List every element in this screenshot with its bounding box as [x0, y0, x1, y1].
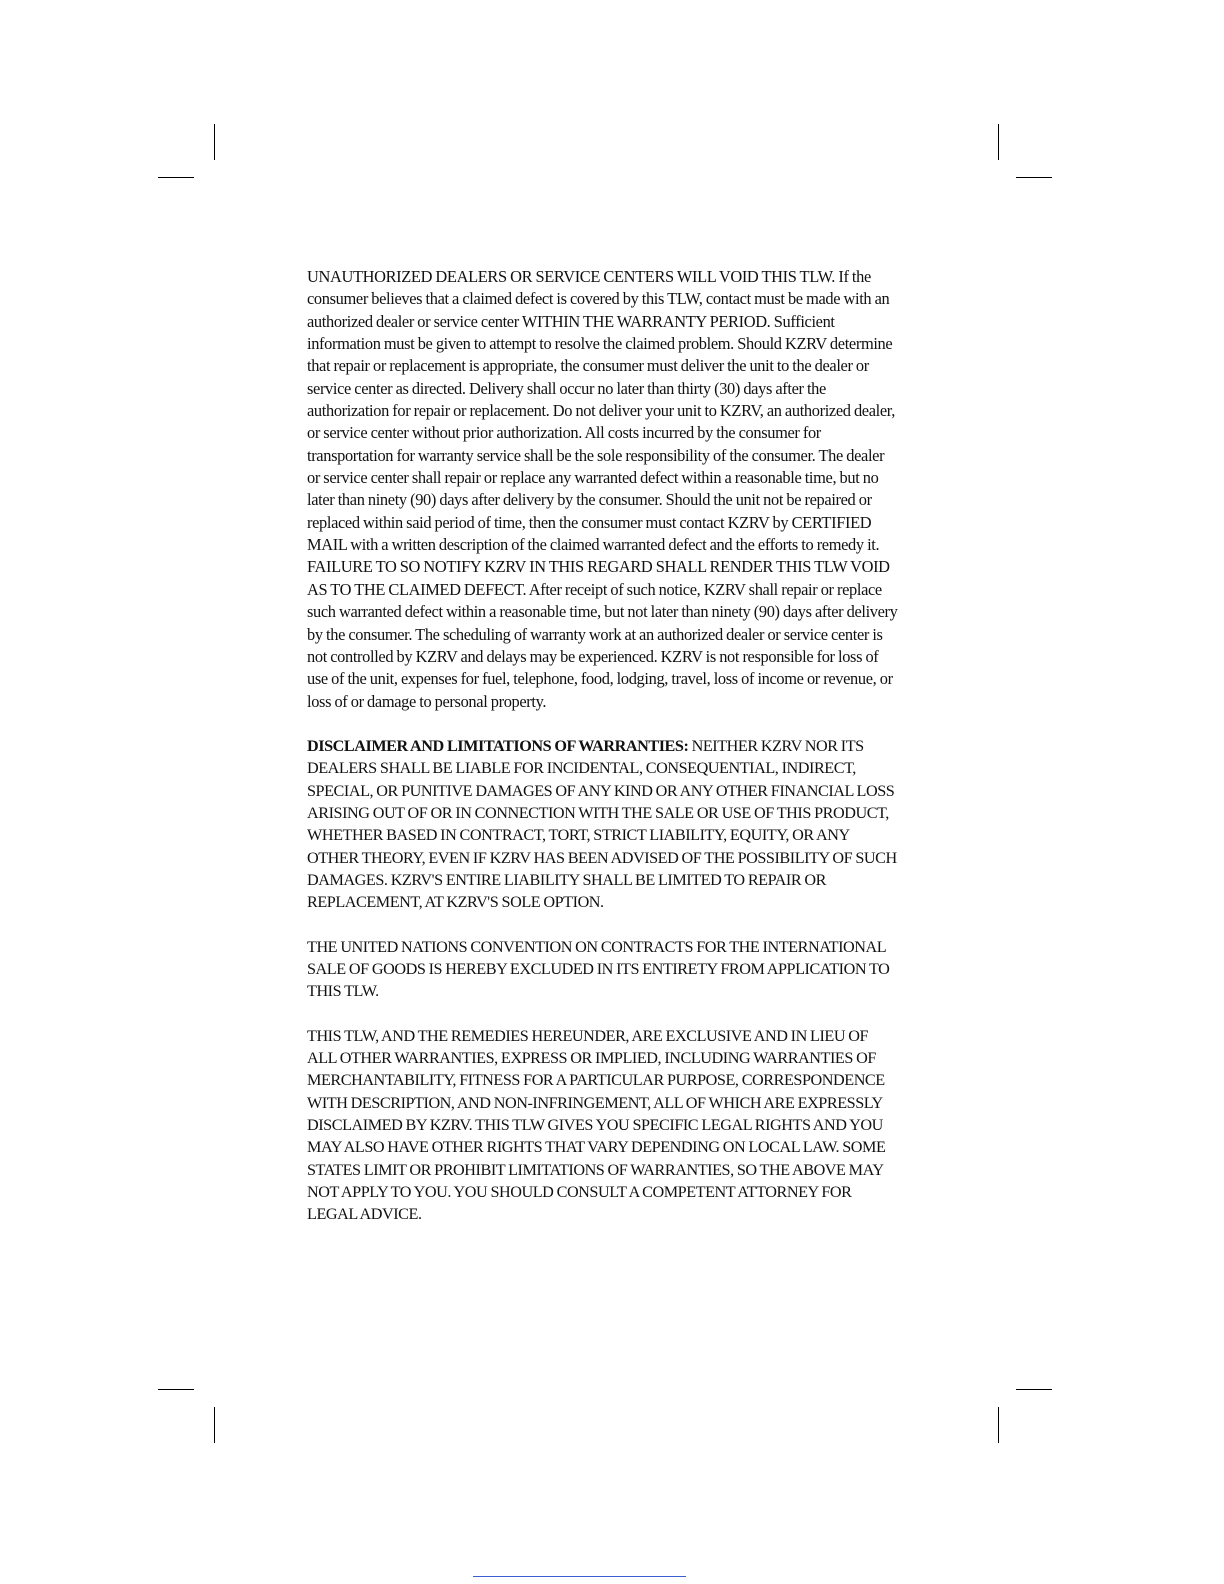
- paragraph-text: NEITHER KZRV NOR ITS DEALERS SHALL BE LIABLE FOR INCIDENTAL, CONSEQUENTIAL, INDIRECT, SPECIAL, OR PUNITIVE DAMAGES OF ANY KIND OR ANY OTHER FINANCIAL LOSS ARISING OUT OF OR IN CONNECTION WITH THE SALE OR USE OF THIS PRODUCT, WHETHER BASED IN CONTRACT, TORT, STRICT LIABILITY, EQUITY, OR ANY OTHER THEORY, EVEN IF KZRV HAS BEEN ADVISED OF THE POSSIBILITY OF SUCH DAMAGES. KZRV'S ENTIRE LIABILITY SHALL BE LIMITED TO REPAIR OR REPLACEMENT, AT KZRV'S SOLE OPTION.: [307, 736, 897, 912]
- paragraph-disclaimer: [307, 735, 899, 914]
- paragraph-text: THE UNITED NATIONS CONVENTION ON CONTRACTS FOR THE INTERNATIONAL SALE OF GOODS IS HEREBY EXCLUDED IN ITS ENTIRETY FROM APPLICATION TO THIS TLW.: [307, 937, 890, 1001]
- crop-mark-bottom-right-vertical: [998, 1407, 999, 1443]
- paragraph-exclusive-remedies: [307, 1025, 899, 1226]
- crop-mark-bottom-left-vertical: [214, 1407, 215, 1443]
- crop-mark-top-left-horizontal: [158, 177, 194, 178]
- crop-mark-bottom-left-horizontal: [158, 1389, 194, 1390]
- paragraph-un-convention: [307, 936, 899, 1003]
- paragraph-unauthorized-dealers: [307, 266, 899, 713]
- paragraph-text: THIS TLW, AND THE REMEDIES HEREUNDER, ARE EXCLUSIVE AND IN LIEU OF ALL OTHER WARRANTIES, EXPRESS OR IMPLIED, INCLUDING WARRANTIES OF MERCHANTABILITY, FITNESS FOR A PARTICULAR PURPOSE, CORRESPONDENCE WITH DESCRIPTION, AND NON-INFRINGEMENT, ALL OF WHICH ARE EXPRESSLY DISCLAIMED BY KZRV. THIS TLW GIVES YOU SPECIFIC LEGAL RIGHTS AND YOU MAY ALSO HAVE OTHER RIGHTS THAT VARY DEPENDING ON LOCAL LAW. SOME STATES LIMIT OR PROHIBIT LIMITATIONS OF WARRANTIES, SO THE ABOVE MAY NOT APPLY TO YOU. YOU SHOULD CONSULT A COMPETENT ATTORNEY FOR LEGAL ADVICE.: [307, 1026, 886, 1224]
- footer-rule: [473, 1576, 686, 1577]
- crop-mark-top-right-horizontal: [1016, 177, 1052, 178]
- disclaimer-heading: DISCLAIMER AND LIMITATIONS OF WARRANTIES:: [307, 736, 689, 755]
- crop-mark-bottom-right-horizontal: [1016, 1389, 1052, 1390]
- warranty-text-body: [307, 266, 899, 1248]
- crop-mark-top-left-vertical: [214, 124, 215, 160]
- crop-mark-top-right-vertical: [998, 124, 999, 160]
- paragraph-text: UNAUTHORIZED DEALERS OR SERVICE CENTERS WILL VOID THIS TLW. If the consumer believes that a claimed defect is covered by this TLW, contact must be made with an authorized dealer or service center WITHIN THE WARRANTY PERIOD. Sufficient information must be given to attempt to resolve the claimed problem. Should KZRV determine that repair or replacement is appropriate, the consumer must deliver the unit to the dealer or service center as directed. Delivery shall occur no later than thirty (30) days after the authorization for repair or replacement. Do not deliver your unit to KZRV, an authorized dealer, or service center without prior authorization. All costs incurred by the consumer for transportation for warranty service shall be the sole responsibility of the consumer. The dealer or service center shall repair or replace any warranted defect within a reasonable time, but no later than ninety (90) days after delivery by the consumer. Should the unit not be repaired or replaced within said period of time, then the consumer must contact KZRV by CERTIFIED MAIL with a written description of the claimed warranted defect and the efforts to remedy it. FAILURE TO SO NOTIFY KZRV IN THIS REGARD SHALL RENDER THIS TLW VOID AS TO THE CLAIMED DEFECT. After receipt of such notice, KZRV shall repair or replace such warranted defect within a reasonable time, but not later than ninety (90) days after delivery by the consumer. The scheduling of warranty work at an authorized dealer or service center is not controlled by KZRV and delays may be experienced. KZRV is not responsible for loss of use of the unit, expenses for fuel, telephone, food, lodging, travel, loss of income or revenue, or loss of or damage to personal property.: [307, 267, 898, 711]
